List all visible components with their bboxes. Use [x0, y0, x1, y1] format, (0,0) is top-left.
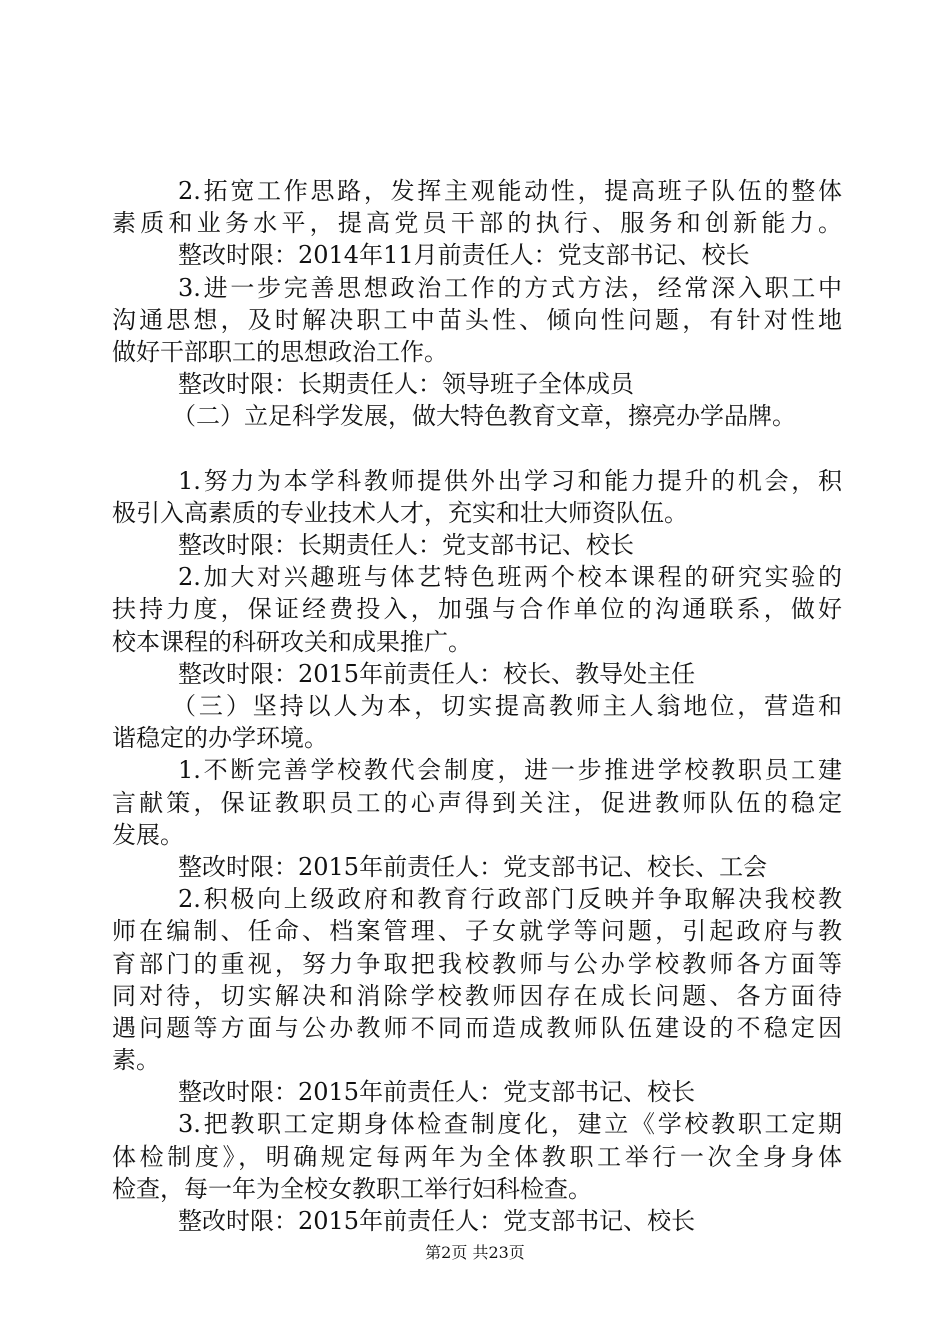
paragraph-line: 沟通思想，及时解决职工中苗头性、倾向性问题，有针对性地 [112, 305, 842, 334]
section-heading: （二）立足科学发展，做大特色教育文章，擦亮办学品牌。 [172, 402, 796, 431]
page-number-footer: 第2页 共23页 [425, 1243, 525, 1262]
paragraph-line: 遇问题等方面与公办教师不同而造成教师队伍建设的不稳定因 [112, 1013, 842, 1042]
paragraph-line: 育部门的重视，努力争取把我校教师与公办学校教师各方面等 [112, 949, 842, 978]
paragraph-line: 1.努力为本学科教师提供外出学习和能力提升的机会，积 [178, 466, 842, 495]
paragraph-line: 师在编制、任命、档案管理、子女就学等问题，引起政府与教 [112, 917, 842, 946]
paragraph-line: 同对待，切实解决和消除学校教师因存在成长问题、各方面待 [112, 981, 842, 1010]
deadline-line: 整改时限：2015年前责任人：党支部书记、校长、工会 [178, 852, 768, 881]
section-heading-continuation: 谐稳定的办学环境。 [112, 724, 328, 753]
document-body [112, 175, 842, 1237]
paragraph-line: 体检制度》，明确规定每两年为全体教职工举行一次全身身体 [112, 1142, 842, 1171]
deadline-line: 整改时限：2014年11月前责任人：党支部书记、校长 [178, 241, 750, 270]
paragraph-line: 2.加大对兴趣班与体艺特色班两个校本课程的研究实验的 [178, 563, 842, 592]
paragraph-line: 3.把教职工定期身体检查制度化，建立《学校教职工定期 [178, 1110, 842, 1139]
paragraph-line: 校本课程的科研攻关和成果推广。 [112, 627, 472, 656]
deadline-line: 整改时限：长期责任人：领导班子全体成员 [178, 370, 634, 399]
deadline-line: 整改时限：长期责任人：党支部书记、校长 [178, 531, 634, 560]
paragraph-line: 3.进一步完善思想政治工作的方式方法，经常深入职工中 [178, 273, 842, 302]
deadline-line: 整改时限：2015年前责任人：校长、教导处主任 [178, 659, 696, 688]
deadline-line: 整改时限：2015年前责任人：党支部书记、校长 [178, 1207, 696, 1235]
paragraph-line: 扶持力度，保证经费投入，加强与合作单位的沟通联系，做好 [112, 595, 842, 624]
paragraph-line: 言献策，保证教职员工的心声得到关注，促进教师队伍的稳定 [112, 788, 842, 817]
paragraph-line: 2.拓宽工作思路，发挥主观能动性，提高班子队伍的整体 [178, 177, 842, 205]
paragraph-line: 做好干部职工的思想政治工作。 [112, 337, 448, 366]
paragraph-line: 素。 [112, 1046, 160, 1075]
deadline-line: 整改时限：2015年前责任人：党支部书记、校长 [178, 1078, 696, 1107]
paragraph-line: 发展。 [112, 820, 184, 849]
paragraph-line: 素质和业务水平，提高党员干部的执行、服务和创新能力。 [112, 209, 842, 238]
paragraph-line: 极引入高素质的专业技术人才，充实和壮大师资队伍。 [112, 498, 688, 527]
paragraph-line: 2.积极向上级政府和教育行政部门反映并争取解决我校教 [178, 885, 842, 914]
blank-line [112, 433, 842, 465]
paragraph-line: 1.不断完善学校教代会制度，进一步推进学校教职员工建 [178, 756, 842, 785]
paragraph-line: 检查，每一年为全校女教职工举行妇科检查。 [112, 1174, 592, 1203]
section-heading: （三）坚持以人为本，切实提高教师主人翁地位，营造和 [172, 692, 842, 720]
